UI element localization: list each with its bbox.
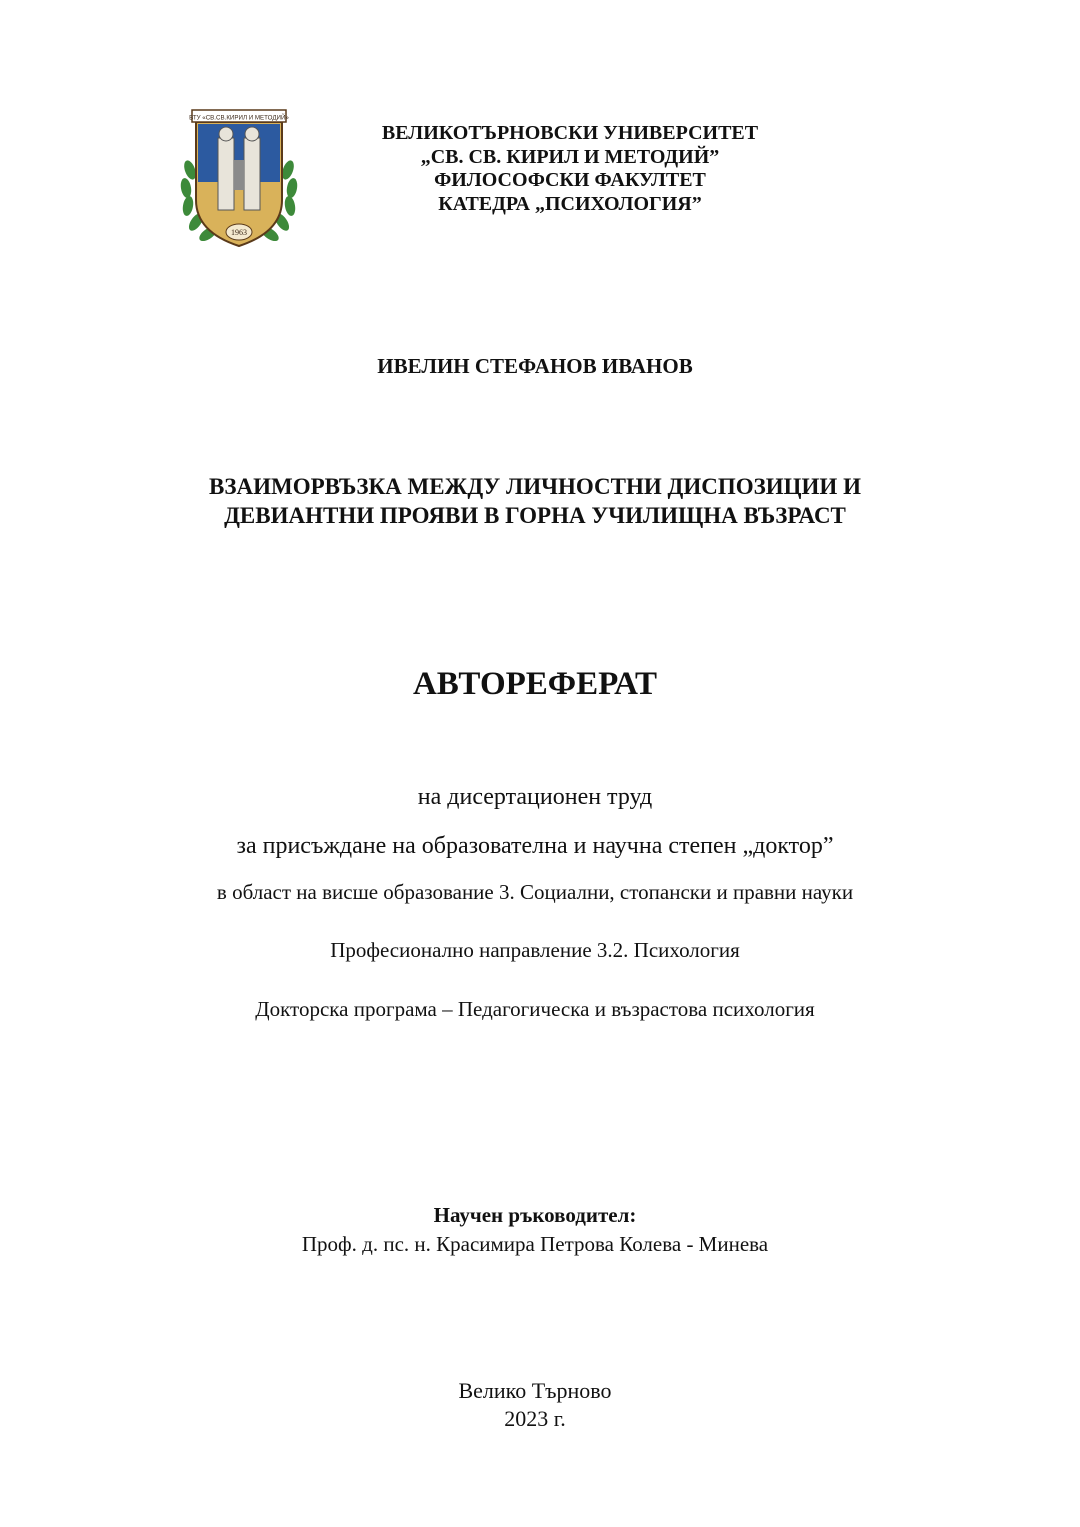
header-line-faculty: ФИЛОСОФСКИ ФАКУЛТЕТ — [434, 169, 706, 191]
thesis-title-line-1: ВЗАИМОРВЪЗКА МЕЖДУ ЛИЧНОСТНИ ДИСПОЗИЦИИ И — [209, 474, 861, 499]
subtitle-line-1: на дисертационен труд — [417, 784, 653, 810]
author-name: ИВЕЛИН СТЕФАНОВ ИВАНОВ — [377, 354, 693, 378]
year: 2023 г. — [504, 1406, 566, 1431]
header-line-department: КАТЕДРА „ПСИХОЛОГИЯ” — [438, 192, 702, 215]
ribbon-text: ВТУ «СВ.СВ.КИРИЛ И МЕТОДИЙ» — [189, 114, 289, 122]
year-ribbon-icon — [226, 224, 252, 240]
supervisor-name: Проф. д. пс. н. Красимира Петрова Колева - Минева — [301, 1232, 769, 1256]
subtitle-line-2: за присъждане на образователна и научна степен „доктор” — [236, 833, 834, 859]
doctoral-program: Докторска програма – Педагогическа и възрастова психология — [255, 997, 815, 1021]
thesis-title — [0, 472, 1070, 530]
thesis-title-line-2: ДЕВИАНТНИ ПРОЯВИ В ГОРНА УЧИЛИЩНА ВЪЗРАСТ — [224, 503, 846, 528]
professional-field: Професионално направление 3.2. Психология — [330, 938, 740, 962]
ribbon-icon — [189, 110, 289, 122]
logo-year: 1963 — [231, 228, 247, 237]
university-header — [330, 122, 810, 216]
document-type: АВТОРЕФЕРАТ — [412, 666, 658, 702]
city: Велико Търново — [458, 1378, 612, 1403]
header-line-saints: „СВ. СВ. КИРИЛ И МЕТОДИЙ” — [420, 145, 720, 168]
supervisor-label: Научен ръководител: — [433, 1203, 637, 1227]
subtitle-line-3: в област на висше образование 3. Социални, стопански и правни науки — [216, 880, 854, 904]
university-logo — [156, 100, 322, 260]
header-line-university: ВЕЛИКОТЪРНОВСКИ УНИВЕРСИТЕТ — [381, 122, 759, 144]
